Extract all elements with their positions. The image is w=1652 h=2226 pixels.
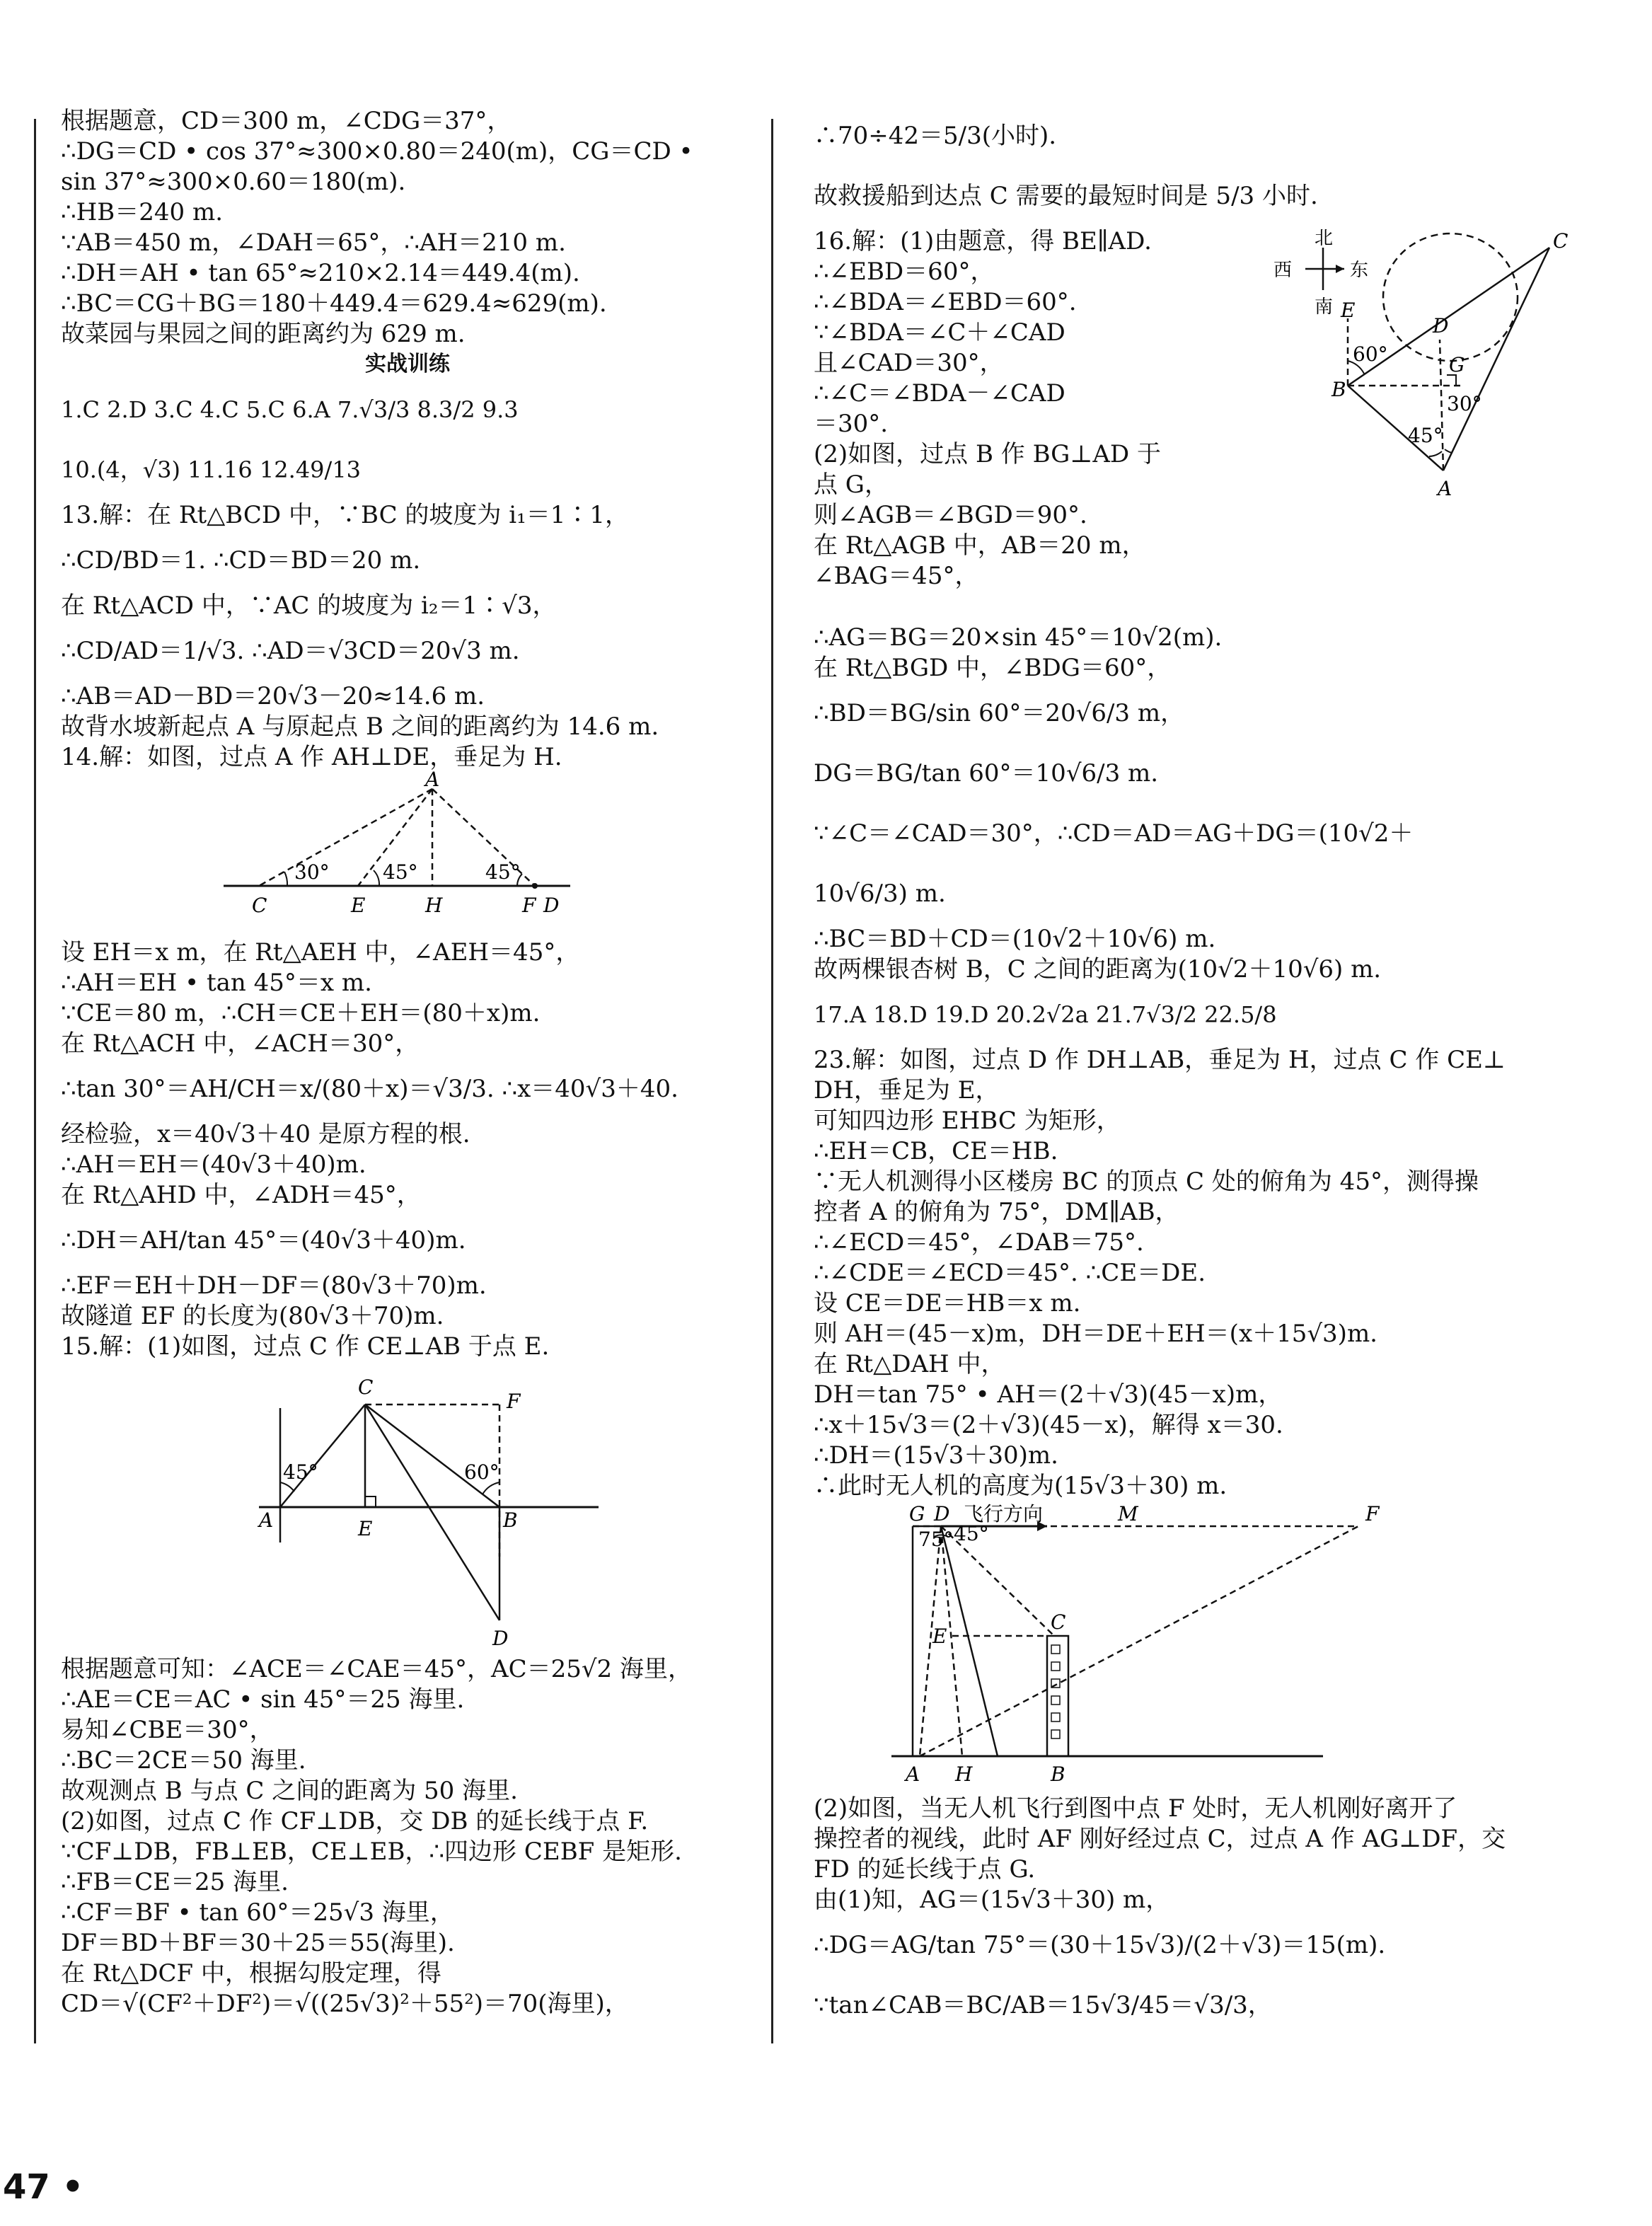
fig14-label-A: A: [425, 768, 440, 791]
text-line: ∵无人机测得小区楼房 BC 的顶点 C 处的俯角为 45°，测得操: [814, 1167, 1479, 1196]
answer-line: 10.(4，√3) 11.16 12.49/13: [61, 456, 362, 483]
text-line: ∴DH＝(15√3＋30)m.: [814, 1441, 1058, 1470]
text-line: (2)如图，过点 B 作 BG⊥AD 于: [814, 440, 1161, 468]
text-line: ∴DG＝AG/tan 75°＝(30＋15√3)/(2＋√3)＝15(m).: [814, 1931, 1386, 1959]
fig23-flight-direction: 飞行方向: [964, 1502, 1044, 1526]
text-line: 且∠CAD＝30°，: [814, 349, 1004, 377]
text-line: (2)如图，当无人机飞行到图中点 F 处时，无人机刚好离开了: [814, 1794, 1457, 1823]
figure-15: [61, 1366, 754, 1649]
fig14-angle-45-left: 45°: [383, 860, 418, 884]
text-line: ∴EF＝EH＋DH－DF＝(80√3＋70)m.: [61, 1271, 487, 1300]
text-line: (2)如图，过点 C 作 CF⊥DB，交 DB 的延长线于点 F.: [61, 1807, 649, 1835]
figure-23-diagram: [814, 1502, 1521, 1788]
compass-west: 西: [1273, 260, 1293, 281]
figure-14: [61, 768, 754, 932]
text-line: 在 Rt△DAH 中，: [814, 1350, 1005, 1378]
text-line: ∴DH＝AH/tan 45°＝(40√3＋40)m.: [61, 1226, 466, 1255]
text-line: 13.解：在 Rt△BCD 中，∵BC 的坡度为 i₁＝1∶1，: [61, 501, 629, 529]
text-line: 控者 A 的俯角为 75°，DM∥AB，: [814, 1198, 1179, 1226]
text-line: ∴CF＝BF • tan 60°＝25√3 海里，: [61, 1898, 454, 1927]
fig15-label-F: F: [507, 1390, 521, 1413]
text-line: 易知∠CBE＝30°，: [61, 1716, 274, 1744]
fig23-label-H: H: [955, 1763, 973, 1786]
fig15-label-C: C: [358, 1376, 374, 1399]
column-divider-middle: [771, 119, 773, 2043]
fig16-label-C: C: [1553, 229, 1569, 253]
text-line: 在 Rt△AGB 中，AB＝20 m，: [814, 531, 1146, 560]
text-line: ∵tan∠CAB＝BC/AB＝15√3/45＝√3/3，: [814, 1991, 1272, 2019]
fig23-label-G: G: [909, 1502, 925, 1526]
text-line: ∴70÷42＝5/3(小时).: [814, 122, 1057, 150]
fig15-angle-60: 60°: [464, 1460, 499, 1484]
fig16-label-E: E: [1341, 299, 1356, 322]
answer-line: 1.C 2.D 3.C 4.C 5.C 6.A 7.√3/3 8.3/2 9.3: [61, 396, 519, 423]
fig16-label-D: D: [1433, 314, 1449, 338]
text-line: ∴HB＝240 m.: [61, 198, 224, 226]
figure-15-diagram: [61, 1366, 556, 1649]
left-column: [61, 106, 754, 2019]
q16-block: [814, 226, 1578, 623]
text-line: 故菜园与果园之间的距离约为 629 m.: [61, 320, 466, 348]
text-line: 14.解：如图，过点 A 作 AH⊥DE，垂足为 H.: [61, 743, 562, 771]
text-line: 则∠AGB＝∠BGD＝90°.: [814, 501, 1087, 529]
text-line: ∴FB＝CE＝25 海里.: [61, 1868, 289, 1896]
text-line: 16.解：(1)由题意，得 BE∥AD.: [814, 227, 1152, 255]
fig23-label-M: M: [1118, 1502, 1138, 1526]
text-line: ∵∠BDA＝∠C＋∠CAD: [814, 318, 1065, 347]
text-line: ∴此时无人机的高度为(15√3＋30) m.: [814, 1472, 1228, 1500]
text-line: ∴x＋15√3＝(2＋√3)(45－x)，解得 x＝30.: [814, 1411, 1283, 1439]
text-line: ∴∠EBD＝60°，: [814, 258, 995, 286]
figure-16: [1167, 226, 1578, 569]
column-divider-left: [34, 119, 36, 2043]
text-line: ∴AB＝AD－BD＝20√3－20≈14.6 m.: [61, 682, 485, 710]
text-line: DG＝BG/tan 60°＝10√6/3 m.: [814, 759, 1159, 788]
text-line: 设 EH＝x m，在 Rt△AEH 中，∠AEH＝45°，: [61, 938, 580, 967]
text-line: 可知四边形 EHBC 为矩形，: [814, 1107, 1121, 1135]
text-line: 在 Rt△BGD 中，∠BDG＝60°，: [814, 654, 1172, 682]
text-line: 在 Rt△ACH 中，∠ACH＝30°，: [61, 1030, 420, 1058]
text-line: 经检验，x＝40√3＋40 是原方程的根.: [61, 1120, 470, 1148]
fig14-label-E: E: [351, 894, 366, 917]
text-line: ∴∠BDA＝∠EBD＝60°.: [814, 288, 1077, 316]
text-line: 设 CE＝DE＝HB＝x m.: [814, 1289, 1081, 1317]
text-line: ∴BD＝BG/sin 60°＝20√6/3 m，: [814, 699, 1185, 727]
text-line: 10√6/3) m.: [814, 880, 946, 908]
text-line: ∴∠CDE＝∠ECD＝45°. ∴CE＝DE.: [814, 1259, 1206, 1287]
compass-south: 南: [1315, 296, 1334, 318]
text-line: ∴∠ECD＝45°，∠DAB＝75°.: [814, 1228, 1144, 1257]
compass-north: 北: [1315, 228, 1334, 249]
text-line: ∴EH＝CB，CE＝HB.: [814, 1137, 1058, 1165]
text-line: 点 G，: [814, 471, 889, 499]
text-line: ∴AH＝EH＝(40√3＋40)m.: [61, 1151, 366, 1179]
text-line: ∵CF⊥DB，FB⊥EB，CE⊥EB，∴四边形 CEBF 是矩形.: [61, 1838, 682, 1866]
text-line: ∴∠C＝∠BDA－∠CAD: [814, 379, 1065, 408]
page-number: 47 •: [3, 2167, 84, 2207]
text-line: 在 Rt△ACD 中，∵AC 的坡度为 i₂＝1∶√3，: [61, 592, 557, 620]
right-column: [814, 106, 1578, 2036]
text-line: 故隧道 EF 的长度为(80√3＋70)m.: [61, 1302, 444, 1330]
text-line: 操控者的视线，此时 AF 刚好经过点 C，过点 A 作 AG⊥DF，交: [814, 1825, 1506, 1853]
fig14-label-H: H: [425, 894, 443, 917]
fig14-angle-30: 30°: [294, 860, 330, 884]
text-line: ∴DG＝CD • cos 37°≈300×0.80＝240(m)，CG＝CD •: [61, 137, 693, 166]
text-line: ＝30°.: [814, 410, 889, 438]
text-line: 故两棵银杏树 B，C 之间的距离为(10√2＋10√6) m.: [814, 955, 1382, 984]
text-line: ∴DH＝AH • tan 65°≈210×2.14＝449.4(m).: [61, 259, 580, 287]
text-line: sin 37°≈300×0.60＝180(m).: [61, 168, 406, 196]
text-line: 根据题意可知：∠ACE＝∠CAE＝45°，AC＝25√2 海里，: [61, 1655, 692, 1683]
text-line: ∴AG＝BG＝20×sin 45°＝10√2(m).: [814, 623, 1223, 652]
text-line: ∴BC＝2CE＝50 海里.: [61, 1746, 306, 1775]
text-line: FD 的延长线于点 G.: [814, 1855, 1036, 1884]
text-line: 23.解：如图，过点 D 作 DH⊥AB，垂足为 H，过点 C 作 CE⊥: [814, 1046, 1506, 1074]
fig23-label-F: F: [1365, 1502, 1380, 1526]
figure-14-diagram: [61, 768, 560, 932]
fig23-label-D: D: [934, 1502, 950, 1526]
fig16-angle-60: 60°: [1353, 342, 1388, 366]
fig14-label-D: D: [543, 894, 560, 917]
q16-text: [814, 226, 1182, 592]
fig16-label-A: A: [1438, 477, 1452, 500]
fig16-angle-45: 45°: [1408, 424, 1443, 447]
fig14-label-F: F: [522, 894, 536, 917]
text-line: CD＝√(CF²＋DF²)＝√((25√3)²＋55²)＝70(海里)，: [61, 1990, 629, 2018]
text-line: 由(1)知，AG＝(15√3＋30) m，: [814, 1886, 1170, 1914]
text-line: 15.解：(1)如图，过点 C 作 CE⊥AB 于点 E.: [61, 1332, 550, 1361]
text-line: ∠BAG＝45°，: [814, 562, 979, 590]
fig23-label-E: E: [932, 1625, 947, 1648]
fig15-angle-45: 45°: [283, 1460, 318, 1484]
fig14-angle-45-right: 45°: [485, 860, 521, 884]
compass-east: 东: [1350, 260, 1369, 281]
text-line: 在 Rt△AHD 中，∠ADH＝45°，: [61, 1181, 421, 1209]
fig15-label-D: D: [492, 1627, 509, 1650]
text-line: ∴AE＝CE＝AC • sin 45°＝25 海里.: [61, 1685, 465, 1714]
fig14-label-C: C: [252, 894, 267, 917]
text-line: 故背水坡新起点 A 与原起点 B 之间的距离约为 14.6 m.: [61, 713, 659, 741]
answer-line: 17.A 18.D 19.D 20.2√2a 21.7√3/2 22.5/8: [814, 1001, 1277, 1028]
text-line: 故观测点 B 与点 C 之间的距离为 50 海里.: [61, 1777, 518, 1805]
text-line: ∵∠C＝∠CAD＝30°，∴CD＝AD＝AG＋DG＝(10√2＋: [814, 819, 1414, 848]
fig16-angle-30: 30°: [1447, 392, 1482, 415]
text-line: 根据题意，CD＝300 m，∠CDG＝37°，: [61, 107, 512, 135]
text-line: DF＝BD＋BF＝30＋25＝55(海里).: [61, 1929, 455, 1957]
text-line: ∴CD/BD＝1. ∴CD＝BD＝20 m.: [61, 546, 421, 575]
text-line: DH，垂足为 E，: [814, 1076, 1000, 1105]
fig16-label-G: G: [1449, 353, 1465, 376]
section-heading: 实战训练: [365, 352, 450, 376]
fig16-label-B: B: [1332, 378, 1346, 401]
text-line: ∴BC＝CG＋BG＝180＋449.4＝629.4≈629(m).: [61, 289, 607, 318]
fig23-angle-75: 75°: [918, 1528, 954, 1551]
text-line: ∴AH＝EH • tan 45°＝x m.: [61, 969, 372, 997]
fig15-label-A: A: [259, 1509, 274, 1532]
text-line: ∴CD/AD＝1/√3. ∴AD＝√3CD＝20√3 m.: [61, 637, 520, 665]
text-line: ∴BC＝BD＋CD＝(10√2＋10√6) m.: [814, 925, 1216, 953]
text-line: ∵CE＝80 m，∴CH＝CE＋EH＝(80＋x)m.: [61, 999, 541, 1027]
fig23-label-B: B: [1051, 1763, 1065, 1786]
figure-16-diagram: [1167, 226, 1578, 566]
text-line: DH＝tan 75° • AH＝(2＋√3)(45－x)m，: [814, 1380, 1283, 1409]
text-line: 则 AH＝(45－x)m，DH＝DE＋EH＝(x＋15√3)m.: [814, 1320, 1377, 1348]
fig23-angle-45: 45°: [954, 1522, 989, 1545]
fig23-label-C: C: [1051, 1610, 1066, 1634]
fig15-label-B: B: [503, 1509, 518, 1532]
fig15-label-E: E: [358, 1517, 373, 1540]
fig23-label-A: A: [906, 1763, 920, 1786]
text-line: 在 Rt△DCF 中，根据勾股定理，得: [61, 1959, 441, 1988]
text-line: 故救援船到达点 C 需要的最短时间是 5/3 小时.: [814, 182, 1318, 210]
text-line: ∴tan 30°＝AH/CH＝x/(80＋x)＝√3/3. ∴x＝40√3＋40.: [61, 1075, 678, 1103]
figure-23: [814, 1502, 1578, 1788]
text-line: ∵AB＝450 m，∠DAH＝65°，∴AH＝210 m.: [61, 229, 566, 257]
